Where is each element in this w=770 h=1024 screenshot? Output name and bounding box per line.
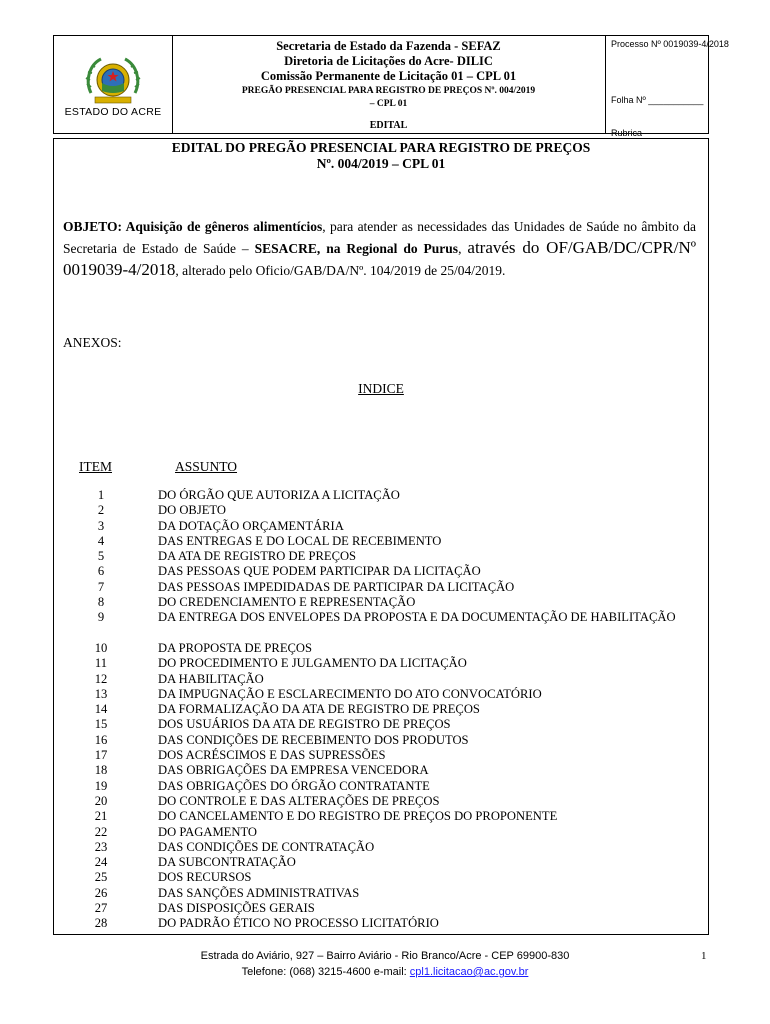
toc-item-subject: DAS SANÇÕES ADMINISTRATIVAS: [158, 885, 360, 900]
toc-item-subject: DAS DISPOSIÇÕES GERAIS: [158, 901, 315, 916]
toc-item-subject: DAS PESSOAS IMPEDIDADAS DE PARTICIPAR DA LICITAÇÃO: [158, 579, 515, 594]
toc-row: [54, 901, 708, 916]
footer-contact: [0, 966, 770, 978]
toc-item-number: 7: [97, 579, 105, 594]
toc-row: [54, 870, 708, 885]
toc-item-number: 28: [94, 916, 108, 931]
toc-column-item: ITEM: [79, 459, 112, 474]
objeto-paragraph: [63, 216, 696, 281]
objeto-text-2: ,: [458, 241, 468, 256]
toc-item-number: 14: [94, 702, 108, 717]
header-pregao-cont: – CPL 01: [369, 99, 408, 109]
toc-row: [54, 672, 708, 687]
toc-row: [54, 886, 708, 901]
footer-phone: Telefone: (068) 3215-4600 e-mail:: [241, 966, 410, 978]
toc-item-number: 26: [94, 885, 108, 900]
toc-item-subject: DOS RECURSOS: [158, 870, 252, 885]
toc-item-number: 11: [94, 656, 108, 671]
toc-item-number: 23: [94, 839, 108, 854]
toc-row: [54, 825, 708, 840]
toc-item-number: 13: [94, 686, 108, 701]
toc-row: [54, 488, 708, 503]
toc-column-assunto: ASSUNTO: [175, 459, 238, 474]
toc-row: [54, 610, 708, 641]
toc-item-number: 24: [94, 855, 108, 870]
toc-item-subject: DA ATA DE REGISTRO DE PREÇOS: [158, 549, 357, 564]
toc-item-subject: DA DOTAÇÃO ORÇAMENTÁRIA: [158, 518, 344, 533]
anexos-label: ANEXOS:: [63, 335, 122, 350]
toc-item-number: 17: [94, 748, 108, 763]
toc-item-number: 12: [94, 671, 108, 686]
toc-item-subject: DO CANCELAMENTO E DO REGISTRO DE PREÇOS DO PROPONENTE: [158, 809, 558, 824]
toc-item-number: 2: [97, 503, 105, 518]
document-header: [53, 35, 729, 138]
toc-item-subject: DA SUBCONTRATAÇÃO: [158, 855, 296, 870]
document-subtitle: Nº. 004/2019 – CPL 01: [316, 156, 446, 171]
toc-item-number: 19: [94, 778, 108, 793]
toc-row: [54, 595, 708, 610]
toc-item-number: 3: [97, 518, 105, 533]
toc-row: [54, 687, 708, 702]
toc-item-subject: DO PROCEDIMENTO E JULGAMENTO DA LICITAÇÃO: [158, 656, 467, 671]
objeto-regional: SESACRE, na Regional do Purus: [254, 241, 459, 256]
toc-row: [54, 702, 708, 717]
toc-item-subject: DAS OBRIGAÇÕES DA EMPRESA VENCEDORA: [158, 763, 429, 778]
toc-row: [54, 855, 708, 870]
toc-item-number: 1: [97, 488, 105, 502]
toc-item-number: 27: [94, 901, 108, 916]
header-title-cell: [172, 36, 606, 133]
toc-item-number: 9: [97, 610, 105, 625]
toc-row: [54, 779, 708, 794]
toc-row: [54, 840, 708, 855]
toc-item-number: 18: [94, 763, 108, 778]
objeto-text-3: , alterado pelo Oficio/GAB/DA/Nº. 104/2019 de 25/04/2019.: [175, 263, 506, 278]
toc-row: [54, 580, 708, 595]
objeto-label: OBJETO: Aquisição de gêneros alimentícios: [63, 219, 323, 234]
toc-item-subject: DAS PESSOAS QUE PODEM PARTICIPAR DA LICITAÇÃO: [158, 564, 481, 579]
header-secretaria: Secretaria de Estado da Fazenda - SEFAZ: [276, 39, 501, 53]
indice-heading: INDICE: [358, 381, 404, 396]
processo-number: Processo Nº 0019039-4/2018: [611, 39, 729, 49]
toc-item-subject: DA PROPOSTA DE PREÇOS: [158, 640, 313, 655]
table-of-contents: [54, 488, 708, 932]
toc-row: [54, 519, 708, 534]
document-body: [53, 138, 709, 935]
toc-row: [54, 916, 708, 931]
toc-item-subject: DO ÓRGÃO QUE AUTORIZA A LICITAÇÃO: [158, 488, 400, 502]
toc-item-number: 6: [97, 564, 105, 579]
toc-item-number: 4: [97, 533, 105, 548]
toc-item-subject: DO OBJETO: [158, 503, 226, 518]
toc-row: [54, 717, 708, 732]
page-number: 1: [701, 950, 707, 962]
toc-item-number: 22: [94, 824, 108, 839]
toc-item-subject: DO PADRÃO ÉTICO NO PROCESSO LICITATÓRIO: [158, 916, 439, 931]
toc-item-subject: DO PAGAMENTO: [158, 824, 258, 839]
toc-item-number: 15: [94, 717, 108, 732]
objeto-text-1: , para atender as necessidades das Unidades de Saúde no âmbito da Secretaria de Estado de Saúde –: [63, 219, 696, 256]
toc-row: [54, 549, 708, 564]
header-pregao: PREGÃO PRESENCIAL PARA REGISTRO DE PREÇOS Nº. 004/2019: [241, 86, 536, 96]
header-comissao: Comissão Permanente de Licitação 01 – CPL 01: [260, 69, 517, 83]
toc-item-subject: DAS ENTREGAS E DO LOCAL DE RECEBIMENTO: [158, 533, 442, 548]
toc-item-subject: DO CREDENCIAMENTO E REPRESENTAÇÃO: [158, 595, 416, 610]
logo-caption: ESTADO DO ACRE: [64, 106, 162, 118]
header-process-cell: [605, 36, 729, 138]
toc-item-subject: DAS CONDIÇÕES DE CONTRATAÇÃO: [158, 839, 375, 854]
toc-item-subject: DOS USUÁRIOS DA ATA DE REGISTRO DE PREÇOS: [158, 717, 451, 732]
toc-row: [54, 733, 708, 748]
toc-row: [54, 534, 708, 549]
toc-item-subject: DA ENTREGA DOS ENVELOPES DA PROPOSTA E DA DOCUMENTAÇÃO DE HABILITAÇÃO: [158, 610, 676, 625]
toc-item-number: 10: [94, 640, 108, 655]
folha-number: Folha Nº ___________: [611, 95, 704, 105]
toc-item-number: 21: [94, 809, 108, 824]
toc-row: [54, 794, 708, 809]
toc-row: [54, 748, 708, 763]
footer-address: Estrada do Aviário, 927 – Bairro Aviário - Rio Branco/Acre - CEP 69900-830: [200, 950, 570, 962]
toc-item-subject: DOS ACRÉSCIMOS E DAS SUPRESSÕES: [158, 748, 386, 763]
header-diretoria: Diretoria de Licitações do Acre- DILIC: [284, 54, 493, 68]
toc-item-subject: DO CONTROLE E DAS ALTERAÇÕES DE PREÇOS: [158, 793, 440, 808]
toc-item-subject: DA HABILITAÇÃO: [158, 671, 264, 686]
toc-item-subject: DA IMPUGNAÇÃO E ESCLARECIMENTO DO ATO CONVOCATÓRIO: [158, 686, 542, 701]
toc-item-number: 25: [94, 870, 108, 885]
header-logo-cell: [54, 36, 173, 133]
toc-row: [54, 641, 708, 656]
rubrica-label: Rubrica: [611, 128, 643, 138]
toc-row: [54, 564, 708, 579]
toc-item-number: 8: [97, 595, 105, 610]
objeto-oficio: através do OF/GAB/DC/CPR/Nº 0019039-4/2018: [63, 238, 696, 279]
toc-item-subject: DAS CONDIÇÕES DE RECEBIMENTO DOS PRODUTOS: [158, 732, 469, 747]
toc-row: [54, 656, 708, 671]
toc-row: [54, 503, 708, 518]
footer-email-link[interactable]: cpl1.licitacao@ac.gov.br: [409, 966, 529, 978]
toc-row: [54, 809, 708, 824]
toc-item-number: 5: [97, 549, 105, 564]
toc-item-subject: DAS OBRIGAÇÕES DO ÓRGÃO CONTRATANTE: [158, 778, 430, 793]
toc-item-subject: DA FORMALIZAÇÃO DA ATA DE REGISTRO DE PREÇOS: [158, 702, 480, 717]
document-title: EDITAL DO PREGÃO PRESENCIAL PARA REGISTRO DE PREÇOS: [171, 140, 591, 155]
toc-item-number: 16: [94, 732, 108, 747]
header-edital: EDITAL: [369, 120, 408, 131]
toc-item-number: 20: [94, 793, 108, 808]
toc-row: [54, 763, 708, 778]
